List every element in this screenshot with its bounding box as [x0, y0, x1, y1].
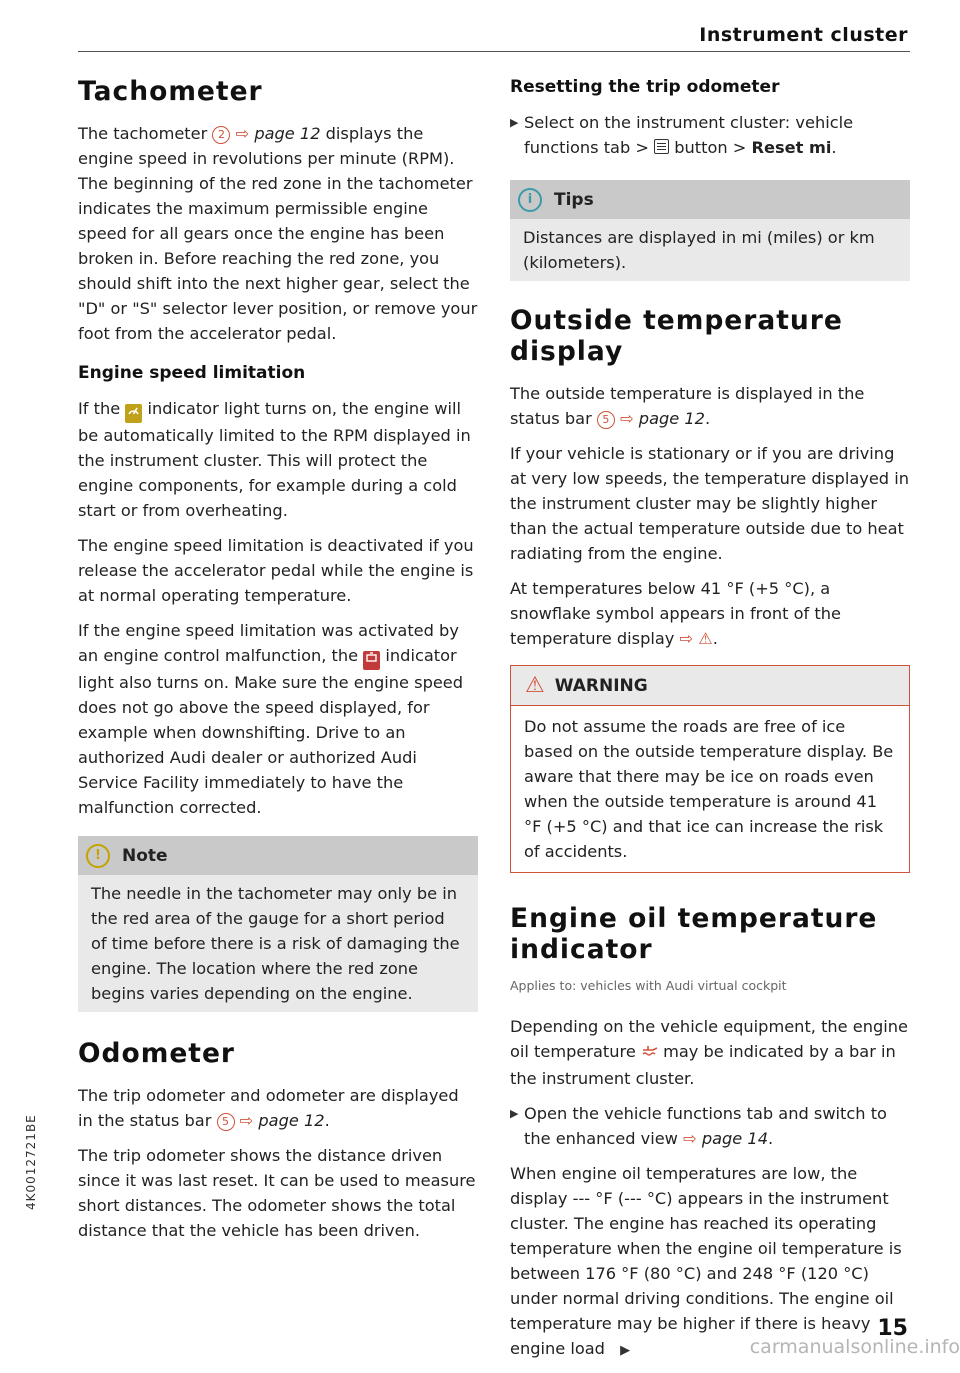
esl-paragraph-1	[78, 396, 478, 523]
text: indicator light also turns on. Make sure the engine speed does not go above the speed displayed, for example when downshifting. Drive to an authorized Audi dealer or authorized Audi Service Facility immediately to have the malfunction corrected.	[78, 646, 464, 817]
outside-temperature-heading: Outside temperature display	[510, 305, 843, 367]
note-title: Note	[122, 845, 168, 866]
text: .	[831, 138, 837, 157]
oil-temperature-icon	[641, 1046, 663, 1061]
reset-bullet	[510, 110, 910, 170]
reset-bullet-text	[524, 110, 910, 160]
warning-triangle-icon: ⚠	[525, 672, 545, 698]
text: .	[704, 409, 711, 428]
page-header-title: Instrument cluster	[699, 24, 908, 46]
header-rule	[78, 51, 910, 52]
note-header	[78, 836, 478, 875]
engine-icon	[365, 651, 378, 664]
note-text: The needle in the tachometer may only be in the red area of the gauge for a short period of time before there is a risk of damaging the engine. The location where the red zone begins varies depending on the engine.	[91, 884, 460, 1003]
text: At temperatures below 41 °F (+5 °C), a snowflake symbol appears in front of the temperature display	[510, 579, 841, 648]
engine-control-indicator-icon	[363, 651, 380, 670]
tachometer-heading: Tachometer	[78, 76, 263, 107]
menu-list-icon	[654, 139, 669, 154]
oil-bullet	[510, 1101, 910, 1161]
gauge-needle-icon	[127, 404, 140, 417]
bullet-triangle-icon: ▶	[510, 116, 519, 129]
warning-header	[511, 666, 909, 706]
esl-paragraph-2: The engine speed limitation is deactivated if you release the accelerator pedal while the engine is at normal operating temperature.	[78, 536, 474, 605]
text: The trip odometer and odometer are displayed in the status bar	[78, 1086, 459, 1130]
warning-ref-icon[interactable]: ⚠	[698, 629, 713, 648]
warning-title: WARNING	[554, 675, 648, 696]
ot-paragraph-1	[510, 381, 910, 431]
callout-2-icon: 2	[212, 126, 230, 144]
tips-text: Distances are displayed in mi (miles) or km (kilometers).	[523, 228, 875, 272]
reset-mi-label: Reset mi	[751, 138, 832, 157]
bullet-triangle-icon: ▶	[510, 1107, 519, 1120]
note-body	[78, 875, 478, 1012]
engine-speed-limitation-heading: Engine speed limitation	[78, 363, 306, 383]
text: Depending on the vehicle equipment, the engine oil temperature	[510, 1017, 909, 1061]
esl-paragraph-3	[78, 618, 478, 820]
engine-oil-temperature-heading: Engine oil temperature indicator	[510, 903, 878, 965]
text: .	[768, 1129, 774, 1148]
tips-body	[510, 219, 910, 281]
odometer-heading: Odometer	[78, 1038, 235, 1069]
page-ref-link[interactable]: page 14	[701, 1129, 769, 1148]
applies-to-text: Applies to: vehicles with Audi virtual cockpit	[510, 978, 787, 993]
page-ref-link[interactable]: page 12	[258, 1111, 325, 1130]
left-column	[78, 62, 478, 1253]
tips-title: Tips	[554, 189, 594, 210]
text: .	[712, 629, 718, 648]
page-ref-arrow-icon: ⇨	[620, 409, 634, 428]
oil-paragraph-1	[510, 1014, 910, 1091]
tachometer-paragraph	[78, 121, 478, 346]
text: The outside temperature is displayed in the status bar	[510, 384, 865, 428]
text: displays the engine speed in revolutions per minute (RPM). The beginning of the red zone in the tachometer indicates the maximum permissible engine speed for all gears once the engine has been broken in. Before reaching the red zone, you should shift into the next higher gear, select the "D" or "S" selector lever position, or remove your foot from the accelerator pedal.	[78, 124, 478, 343]
page-ref-arrow-icon: ⇨	[239, 1111, 254, 1130]
continue-arrow-icon[interactable]: ▶	[620, 1343, 631, 1358]
document-code: 4K0012721BE	[24, 1114, 38, 1210]
info-icon: i	[518, 188, 542, 212]
text: button >	[669, 138, 752, 157]
text: Open the vehicle functions tab and switch to the enhanced view	[524, 1104, 887, 1148]
right-column	[510, 62, 910, 1373]
warning-body	[511, 706, 909, 872]
text: may be indicated by a bar in the instrument cluster.	[510, 1042, 896, 1088]
ot-paragraph-2: If your vehicle is stationary or if you are driving at very low speeds, the temperature displayed in the instrument cluster may be slightly higher than the actual temperature outside due to heat radiating from the engine.	[510, 444, 909, 563]
callout-5-icon: 5	[597, 411, 615, 429]
ot-paragraph-3	[510, 576, 910, 651]
watermark: carmanualsonline.info	[749, 1336, 960, 1358]
tips-header	[510, 180, 910, 219]
speed-limit-indicator-icon	[125, 404, 142, 423]
text: If the engine speed limitation was activated by an engine control malfunction, the	[78, 621, 459, 665]
callout-5-icon: 5	[217, 1113, 235, 1131]
tips-box	[510, 180, 910, 281]
resetting-trip-heading: Resetting the trip odometer	[510, 77, 780, 97]
odometer-paragraph-2: The trip odometer shows the distance driven since it was last reset. It can be used to measure short distances. The odometer shows the total distance that the vehicle has been driven.	[78, 1146, 476, 1240]
page-ref-link[interactable]: page 12	[638, 409, 705, 428]
odometer-paragraph-1	[78, 1083, 478, 1133]
text: indicator light turns on, the engine will be automatically limited to the RPM displayed in the instrument cluster. This will protect the engine components, for example during a cold start or from overheating.	[78, 399, 471, 520]
warning-box	[510, 665, 910, 873]
oil-paragraph-2	[510, 1161, 910, 1363]
text: When engine oil temperatures are low, the display --- °F (--- °C) appears in the instrument cluster. The engine has reached its operating temperature when the engine oil temperature is between 176 °F (80 °C) and 248 °F (120 °C) under normal driving conditions. The engine oil temperature may be higher if there is heavy engine load	[510, 1164, 902, 1358]
oil-can-thermometer-icon	[641, 1045, 659, 1057]
note-icon: !	[86, 844, 110, 868]
page-ref-arrow-icon: ⇨	[235, 124, 250, 143]
page-ref-link[interactable]: page 12	[254, 124, 321, 143]
warning-text: Do not assume the roads are free of ice based on the outside temperature display. Be aware that there may be ice on roads even when the outside temperature is around 41 °F (+5 °C) and that ice can increase the risk of accidents.	[524, 717, 894, 861]
text: If the	[78, 399, 121, 418]
text: The tachometer	[78, 124, 208, 143]
text: .	[324, 1111, 330, 1130]
page-ref-arrow-icon: ⇨	[683, 1129, 697, 1148]
oil-bullet-text	[524, 1101, 910, 1151]
page-number: 15	[877, 1316, 908, 1341]
page-ref-arrow-icon: ⇨	[679, 629, 694, 648]
text: Select on the instrument cluster: vehicle functions tab >	[524, 113, 854, 157]
note-box	[78, 836, 478, 1012]
